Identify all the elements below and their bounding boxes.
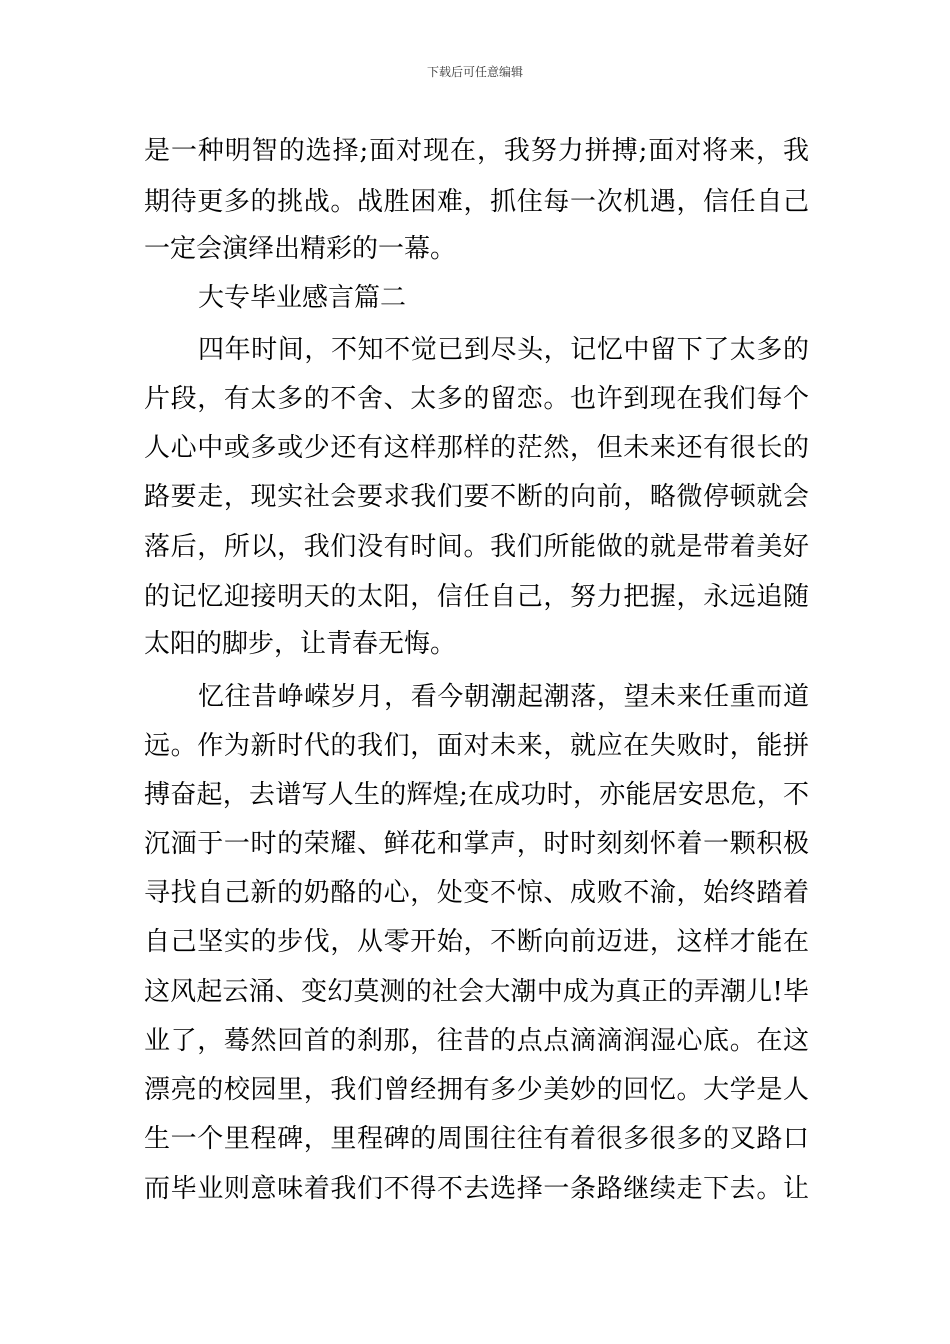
text-line: 四年时间，不知不觉已到尽头，记忆中留下了太多的 — [198, 335, 809, 365]
text-line: 人心中或多或少还有这样那样的茫然，但未来还有很长的 — [144, 433, 809, 463]
text-line: 而毕业则意味着我们不得不去选择一条路继续走下去。让 — [144, 1174, 809, 1204]
text-line: 自己坚实的步伐，从零开始，不断向前迈进，这样才能在 — [144, 927, 809, 957]
text-line: 漂亮的校园里，我们曾经拥有多少美妙的回忆。大学是人 — [144, 1075, 809, 1105]
text-line: 片段，有太多的不舍、太多的留恋。也许到现在我们每个 — [144, 384, 809, 414]
text-line: 忆往昔峥嵘岁月，看今朝潮起潮落，望未来任重而道 — [198, 682, 809, 712]
page-header: 下载后可任意编辑 — [426, 65, 523, 79]
text-line: 寻找自己新的奶酪的心，处变不惊、成败不渝，始终踏着 — [144, 878, 809, 908]
text-line: 是一种明智的选择;面对现在，我努力拼搏;面对将来，我 — [144, 136, 809, 166]
text-line: 落后，所以，我们没有时间。我们所能做的就是带着美好 — [144, 532, 809, 562]
text-line: 搏奋起，去谱写人生的辉煌;在成功时，亦能居安思危，不 — [144, 780, 809, 810]
text-line: 路要走，现实社会要求我们要不断的向前，略微停顿就会 — [144, 482, 809, 512]
text-line: 一定会演绎出精彩的一幕。 — [144, 234, 457, 264]
text-line: 生一个里程碑，里程碑的周围往往有着很多很多的叉路口 — [144, 1124, 809, 1154]
text-line: 业了，蓦然回首的刹那，往昔的点点滴滴润湿心底。在这 — [144, 1026, 809, 1056]
text-line: 的记忆迎接明天的太阳，信任自己，努力把握，永远追随 — [144, 582, 809, 612]
text-line: 这风起云涌、变幻莫测的社会大潮中成为真正的弄潮儿!毕 — [144, 977, 809, 1007]
section-heading: 大专毕业感言篇二 — [198, 283, 407, 313]
text-line: 期待更多的挑战。战胜困难，抓住每一次机遇，信任自己 — [144, 187, 809, 217]
text-line: 太阳的脚步，让青春无悔。 — [144, 629, 457, 659]
text-line: 沉湎于一时的荣耀、鲜花和掌声，时时刻刻怀着一颗积极 — [144, 829, 809, 859]
text-line: 远。作为新时代的我们，面对未来，就应在失败时，能拼 — [144, 731, 809, 761]
